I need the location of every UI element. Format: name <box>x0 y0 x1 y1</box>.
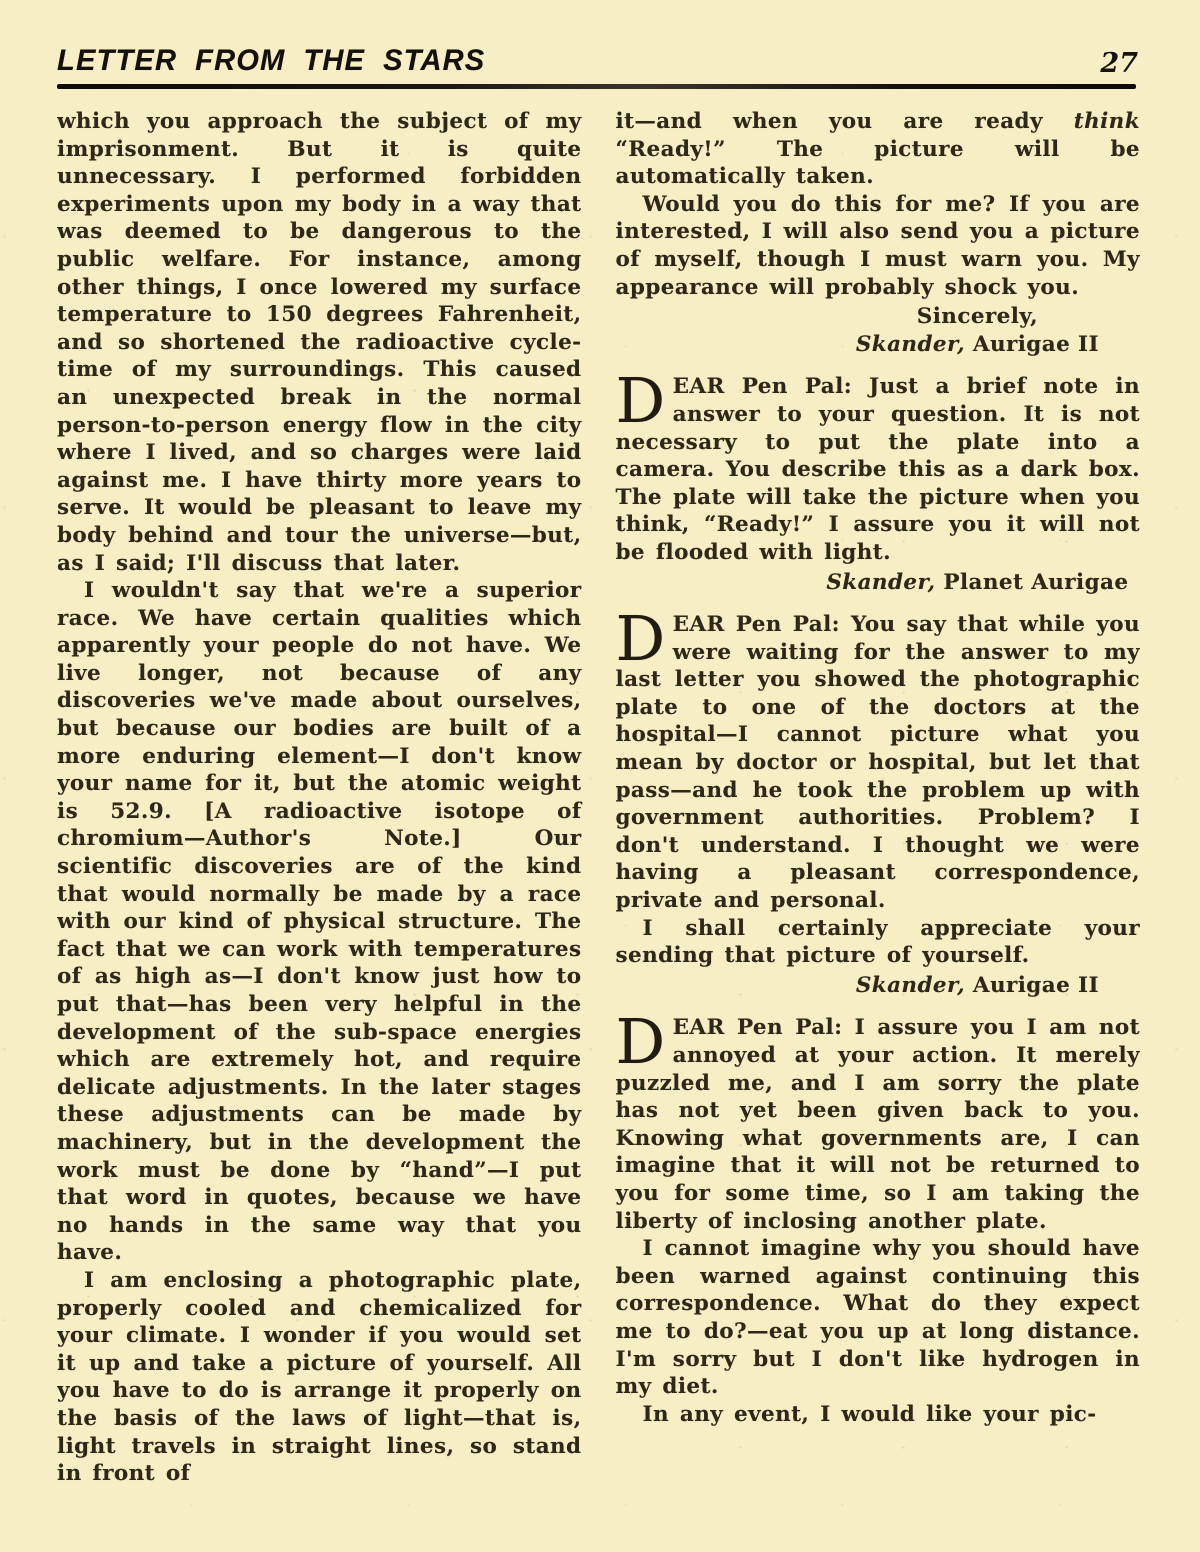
paragraph <box>57 1267 582 1488</box>
drop-cap: D <box>615 1005 666 1079</box>
paragraph <box>616 915 1141 970</box>
text-run: “Ready!” The picture will be automatically taken. <box>615 136 1140 190</box>
italic-text: Skander, <box>826 569 936 595</box>
text-run: I shall certainly appreciate your sending that picture of yourself. <box>615 915 1140 969</box>
text-run: I wouldn't say that we're a superior race. We have certain qualities which apparently your people do not have. We live longer, not because of any discoveries we've made about ourselves, but because our bodies are built of a more enduring element—I don't know your name for it, but the atomic weight is 52.9. [A radioactive isotope of chromium—Author's Note.] Our scientific discoveries are of the kind that would normally be made by a race with our kind of physical structure. The fact that we can work with temperatures of as high as—I don't know just how to put that—has been very helpful in the development of the sub-space energies which are extremely hot, and require delicate adjustments. In the later stages these adjustments can be made by machinery, but in the development the work must be done by “hand”—I put that word in quotes, because we have no hands in the same way that you have. <box>57 578 582 1266</box>
paragraph <box>616 191 1141 301</box>
text-run: Planet Aurigae <box>935 569 1129 595</box>
paragraph <box>616 108 1141 191</box>
signature-line <box>815 331 1140 359</box>
paragraph <box>57 108 582 577</box>
signature-block <box>815 569 1140 597</box>
signature-line <box>815 303 1140 331</box>
letter-opening-paragraph <box>615 602 1141 915</box>
left-column <box>57 108 582 1552</box>
page-title: LETTER FROM THE STARS <box>57 44 486 77</box>
right-column <box>616 108 1141 1552</box>
text-run: Aurigae II <box>965 972 1099 998</box>
text-run: In any event, I would like your pic- <box>642 1401 1097 1427</box>
paragraph <box>616 1401 1141 1429</box>
text-columns <box>57 108 1140 1552</box>
signature-block <box>815 972 1140 1000</box>
text-run: EAR Pen Pal: Just a brief note in answer to your question. It is not necessary to put the plate into a camera. You describe this as a dark box. The plate will take the picture when you think, “Ready!” I assure you it will not be flooded with light. <box>615 374 1140 565</box>
text-run: Sincerely, <box>916 304 1038 330</box>
drop-cap: D <box>615 364 666 438</box>
text-run: I am enclosing a photographic plate, properly cooled and chemicalized for your climate. I wonder if you would set it up and take a picture of yourself. All you have to do is arrange it properly on the basis of the laws of light—that is, light travels in straight lines, so stand in front of <box>57 1267 582 1487</box>
italic-text: Skander, <box>855 972 966 998</box>
drop-cap: D <box>615 602 666 676</box>
header-rule <box>57 84 1136 89</box>
text-run: EAR Pen Pal: I assure you I am not annoyed at your action. It merely puzzled me, and I am sorry the plate has not yet been given back to you. Knowing what governments are, I can imagine that it will not be returned to you for some time, so I am taking the liberty of inclosing another plate. <box>615 1015 1140 1234</box>
letter-opening-paragraph <box>615 364 1141 566</box>
italic-text: think <box>1073 109 1140 134</box>
text-run: Would you do this for me? If you are interested, I will also send you a picture of myself, though I must warn you. My appearance will probably shock you. <box>615 191 1140 300</box>
paragraph <box>616 1235 1141 1401</box>
text-run: it—and when you are ready <box>615 109 1074 134</box>
paragraph <box>57 577 582 1267</box>
text-run: I cannot imagine why you should have been warned against continuing this correspondence. What do they expect me to do?—eat you up at long distance. I'm sorry but I don't like hydrogen in my diet. <box>615 1236 1140 1400</box>
text-run: EAR Pen Pal: You say that while you were waiting for the answer to my last letter you showed the photographic plate to one of the doctors at the hospital—I cannot picture what you mean by doctor or hospital, but let that pass—and he took the problem up with government authorities. Problem? I don't understand. I thought we were having a pleasant correspondence, private and personal. <box>615 612 1140 914</box>
text-run: which you approach the subject of my imprisonment. But it is quite unnecessary. I performed forbidden experiments upon my body in a way that was deemed to be dangerous to the public welfare. For instance, among other things, I once lowered my surface temperature to 150 degrees Fahrenheit, and so shortened the radioactive cycle-time of my surroundings. This caused an unexpected break in the normal person-to-person energy flow in the city where I lived, and so charges were laid against me. I have thirty more years to serve. It would be pleasant to leave my body behind and tour the universe—but, as I said; I'll discuss that later. <box>57 109 582 576</box>
text-run: Aurigae II <box>965 331 1099 357</box>
signature-block <box>815 303 1140 358</box>
signature-line <box>815 972 1140 1000</box>
page-header <box>57 40 1140 90</box>
page-number: 27 <box>1100 48 1138 79</box>
italic-text: Skander, <box>855 331 966 357</box>
letter-opening-paragraph <box>615 1005 1141 1235</box>
signature-line <box>815 569 1140 597</box>
